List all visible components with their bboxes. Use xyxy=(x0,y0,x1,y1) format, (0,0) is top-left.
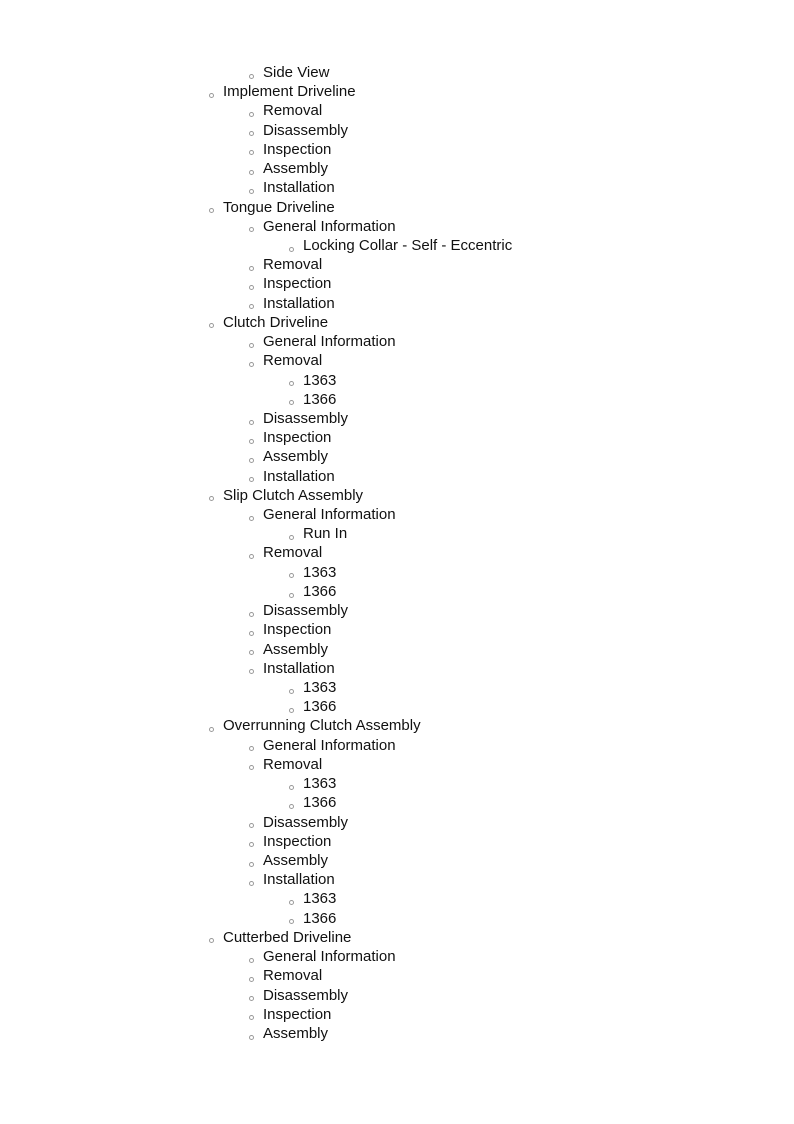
outline-item-label: 1363 xyxy=(303,563,337,581)
outline-item-label: Locking Collar - Self - Eccentric xyxy=(303,236,513,254)
circle-bullet-icon xyxy=(249,669,254,674)
outline-item-label: 1366 xyxy=(303,582,337,600)
outline-item-level-2 xyxy=(0,159,794,178)
circle-bullet-icon xyxy=(209,496,214,501)
circle-bullet-icon xyxy=(249,112,254,117)
outline-item-level-3 xyxy=(0,563,794,582)
outline-item-level-3 xyxy=(0,909,794,928)
outline-item-level-2 xyxy=(0,813,794,832)
circle-bullet-icon xyxy=(289,689,294,694)
outline-item-level-2 xyxy=(0,736,794,755)
outline-item-label: General Information xyxy=(263,217,396,235)
circle-bullet-icon xyxy=(249,150,254,155)
outline-item-label: Installation xyxy=(263,294,335,312)
outline-item-label: Slip Clutch Assembly xyxy=(223,486,364,504)
circle-bullet-icon xyxy=(249,746,254,751)
outline-item-level-2 xyxy=(0,178,794,197)
circle-bullet-icon xyxy=(249,420,254,425)
outline-item-level-3 xyxy=(0,582,794,601)
circle-bullet-icon xyxy=(249,996,254,1001)
outline-item-label: General Information xyxy=(263,506,396,524)
outline-item-label: Assembly xyxy=(263,851,329,869)
outline-item-label: Cutterbed Driveline xyxy=(223,928,352,946)
outline-item-label: 1363 xyxy=(303,890,337,908)
outline-item-level-1 xyxy=(0,313,794,332)
outline-item-level-2 xyxy=(0,966,794,985)
outline-item-label: Side View xyxy=(263,64,330,81)
circle-bullet-icon xyxy=(249,343,254,348)
outline-item-label: Inspection xyxy=(263,429,332,447)
outline-item-label: 1366 xyxy=(303,390,337,408)
circle-bullet-icon xyxy=(289,708,294,713)
circle-bullet-icon xyxy=(289,381,294,386)
outline-item-level-3 xyxy=(0,371,794,390)
circle-bullet-icon xyxy=(289,785,294,790)
outline-item-label: Disassembly xyxy=(263,409,349,427)
outline-item-level-2 xyxy=(0,543,794,562)
outline-item-level-2 xyxy=(0,351,794,370)
outline-item-label: Inspection xyxy=(263,140,332,158)
circle-bullet-icon xyxy=(249,439,254,444)
outline-item-level-2 xyxy=(0,1005,794,1024)
outline-item-level-1 xyxy=(0,198,794,217)
outline-item-level-2 xyxy=(0,870,794,889)
table-of-contents xyxy=(0,63,794,1043)
outline-item-label: General Information xyxy=(263,736,396,754)
circle-bullet-icon xyxy=(249,304,254,309)
circle-bullet-icon xyxy=(209,727,214,732)
outline-item-level-2 xyxy=(0,121,794,140)
outline-item-label: Inspection xyxy=(263,621,332,639)
circle-bullet-icon xyxy=(289,919,294,924)
outline-item-level-2 xyxy=(0,140,794,159)
circle-bullet-icon xyxy=(249,189,254,194)
outline-item-level-2 xyxy=(0,428,794,447)
outline-item-level-2 xyxy=(0,274,794,293)
outline-item-label: Removal xyxy=(263,256,323,274)
outline-item-level-2 xyxy=(0,986,794,1005)
outline-item-label: Removal xyxy=(263,352,323,370)
outline-item-label: Installation xyxy=(263,659,335,677)
outline-item-level-2 xyxy=(0,620,794,639)
outline-item-level-3 xyxy=(0,889,794,908)
circle-bullet-icon xyxy=(289,535,294,540)
circle-bullet-icon xyxy=(249,74,254,79)
outline-item-level-2 xyxy=(0,659,794,678)
circle-bullet-icon xyxy=(249,554,254,559)
outline-item-level-1 xyxy=(0,928,794,947)
outline-item-label: Disassembly xyxy=(263,602,349,620)
outline-item-level-2 xyxy=(0,640,794,659)
outline-item-label: Assembly xyxy=(263,640,329,658)
outline-item-label: Overrunning Clutch Assembly xyxy=(223,717,421,735)
outline-item-level-1 xyxy=(0,716,794,735)
circle-bullet-icon xyxy=(249,227,254,232)
circle-bullet-icon xyxy=(249,612,254,617)
outline-item-label: 1363 xyxy=(303,679,337,696)
circle-bullet-icon xyxy=(249,631,254,636)
circle-bullet-icon xyxy=(289,900,294,905)
outline-item-label: General Information xyxy=(263,333,396,351)
outline-item-level-2 xyxy=(0,101,794,120)
circle-bullet-icon xyxy=(249,881,254,886)
outline-item-label: Inspection xyxy=(263,275,332,293)
circle-bullet-icon xyxy=(249,516,254,521)
outline-item-label: Implement Driveline xyxy=(223,83,356,101)
outline-item-label: Run In xyxy=(303,525,348,543)
outline-item-level-2 xyxy=(0,217,794,236)
circle-bullet-icon xyxy=(249,842,254,847)
outline-item-level-2 xyxy=(0,755,794,774)
circle-bullet-icon xyxy=(289,593,294,598)
outline-item-label: Installation xyxy=(263,871,335,889)
outline-item-label: Removal xyxy=(263,967,323,985)
outline-item-label: Inspection xyxy=(263,832,332,850)
circle-bullet-icon xyxy=(209,938,214,943)
outline-item-label: Removal xyxy=(263,755,323,773)
outline-item-level-1 xyxy=(0,486,794,505)
circle-bullet-icon xyxy=(249,650,254,655)
outline-item-level-3 xyxy=(0,793,794,812)
outline-item-level-2 xyxy=(0,601,794,620)
outline-item-level-2 xyxy=(0,1024,794,1043)
outline-item-label: Tongue Driveline xyxy=(223,198,335,216)
circle-bullet-icon xyxy=(289,804,294,809)
outline-item-label: 1363 xyxy=(303,371,337,389)
outline-item-label: Installation xyxy=(263,467,335,485)
circle-bullet-icon xyxy=(209,323,214,328)
circle-bullet-icon xyxy=(249,131,254,136)
outline-item-label: 1366 xyxy=(303,698,337,716)
circle-bullet-icon xyxy=(249,285,254,290)
outline-item-label: Disassembly xyxy=(263,986,349,1004)
outline-item-level-3 xyxy=(0,774,794,793)
outline-item-label: Assembly xyxy=(263,1024,329,1042)
outline-item-level-2 xyxy=(0,851,794,870)
outline-item-level-2 xyxy=(0,332,794,351)
outline-item-level-2 xyxy=(0,447,794,466)
outline-item-label: Disassembly xyxy=(263,813,349,831)
circle-bullet-icon xyxy=(249,266,254,271)
circle-bullet-icon xyxy=(209,93,214,98)
outline-item-label: Removal xyxy=(263,102,323,120)
circle-bullet-icon xyxy=(249,977,254,982)
outline-item-level-3 xyxy=(0,390,794,409)
outline-item-label: 1363 xyxy=(303,775,337,793)
circle-bullet-icon xyxy=(249,362,254,367)
outline-item-label: General Information xyxy=(263,948,396,966)
outline-item-label: 1366 xyxy=(303,909,337,927)
circle-bullet-icon xyxy=(249,862,254,867)
outline-item-level-3 xyxy=(0,697,794,716)
outline-item-level-2 xyxy=(0,832,794,851)
outline-item-label: Inspection xyxy=(263,1005,332,1023)
outline-item-level-3 xyxy=(0,236,794,255)
outline-item-level-3 xyxy=(0,678,794,697)
outline-item-level-2 xyxy=(0,409,794,428)
outline-item-level-1 xyxy=(0,82,794,101)
outline-item-level-2 xyxy=(0,294,794,313)
circle-bullet-icon xyxy=(289,573,294,578)
outline-item-label: Disassembly xyxy=(263,121,349,139)
outline-item-level-2 xyxy=(0,505,794,524)
outline-item-label: Removal xyxy=(263,544,323,562)
outline-item-label: Installation xyxy=(263,179,335,197)
circle-bullet-icon xyxy=(249,458,254,463)
outline-item-level-2 xyxy=(0,63,794,82)
outline-item-level-2 xyxy=(0,467,794,486)
circle-bullet-icon xyxy=(249,1035,254,1040)
circle-bullet-icon xyxy=(289,247,294,252)
circle-bullet-icon xyxy=(209,208,214,213)
circle-bullet-icon xyxy=(249,1015,254,1020)
outline-item-label: Assembly xyxy=(263,160,329,178)
outline-item-level-2 xyxy=(0,255,794,274)
circle-bullet-icon xyxy=(289,400,294,405)
circle-bullet-icon xyxy=(249,477,254,482)
circle-bullet-icon xyxy=(249,823,254,828)
circle-bullet-icon xyxy=(249,958,254,963)
circle-bullet-icon xyxy=(249,765,254,770)
circle-bullet-icon xyxy=(249,170,254,175)
outline-item-label: 1366 xyxy=(303,794,337,812)
outline-item-level-2 xyxy=(0,947,794,966)
outline-item-label: Clutch Driveline xyxy=(223,313,329,331)
outline-item-label: Assembly xyxy=(263,448,329,466)
outline-item-level-3 xyxy=(0,524,794,543)
